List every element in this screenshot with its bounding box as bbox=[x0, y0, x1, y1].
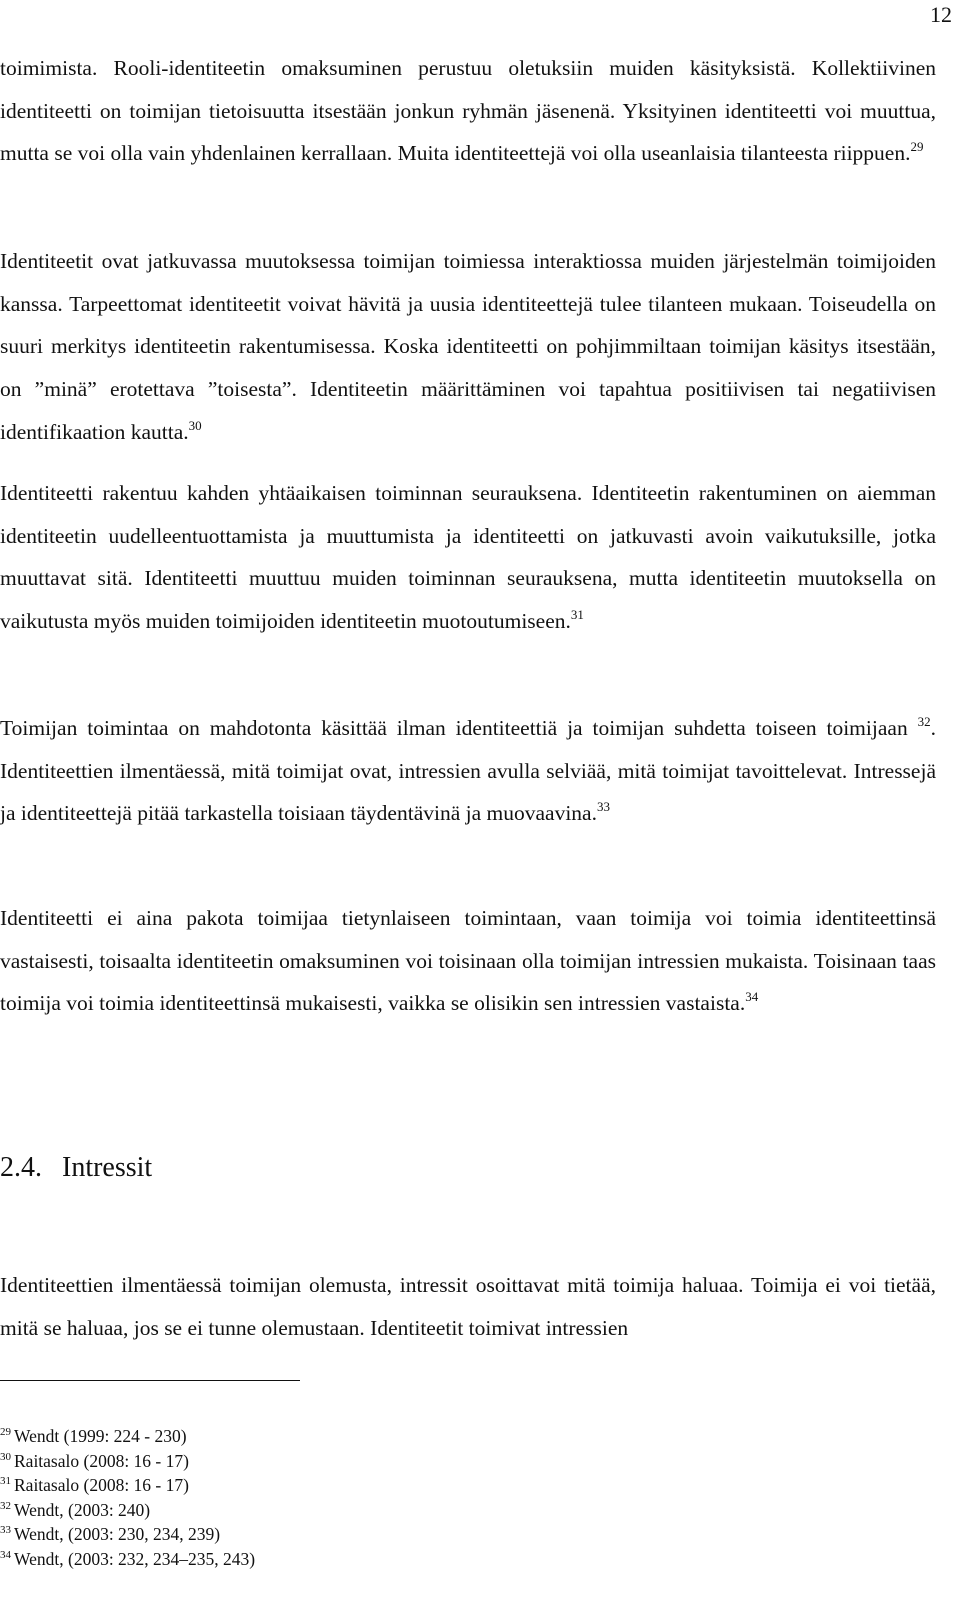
footnote-30 bbox=[0, 1449, 600, 1474]
paragraph-text: Identiteetti ei aina pakota toimijaa tietynlaiseen toimintaan, vaan toimija voi toimia identiteettinsä vastaisesti, toisaalta identiteetin omaksuminen voi toisinaan olla toimijan intressien mukaista. Toisinaan taas toimija voi toimia identiteettinsä mukaisesti, vaikka se olisikin sen intressien vastaista. bbox=[0, 906, 936, 1016]
paragraph-identity-construction bbox=[0, 472, 936, 643]
footnotes bbox=[0, 1424, 600, 1572]
footnote-number: 31 bbox=[0, 1475, 11, 1488]
footnote-number: 29 bbox=[0, 1426, 11, 1438]
paragraph-text: Toimijan toimintaa on mahdotonta käsittää ilman identiteettiä ja toimijan suhdetta toiseen toimijaan bbox=[0, 716, 918, 740]
footnote-ref-31[interactable]: 31 bbox=[570, 607, 584, 623]
footnote-ref-32[interactable]: 32 bbox=[917, 714, 931, 729]
footnote-33 bbox=[0, 1522, 600, 1547]
footnote-text: Raitasalo (2008: 16 - 17) bbox=[14, 1450, 189, 1471]
footnote-number: 33 bbox=[0, 1524, 11, 1537]
paragraph-text-cont: . Identiteettien ilmentäessä, mitä toimijat ovat, intressien avulla selviää, mitä toimijat tavoittelevat. Intressejä ja identiteettejä pitää tarkastella toisiaan täydentävinä ja muovaavina. bbox=[0, 716, 936, 826]
footnote-ref-29[interactable]: 29 bbox=[910, 139, 924, 155]
paragraph-text: Identiteetti rakentuu kahden yhtäaikaisen toiminnan seurauksena. Identiteetin rakentuminen on aiemman identiteetin uudelleentuottamista ja muuttumista ja identiteetti on jatkuvasti avoin vaikutuksille, jotka muuttavat sitä. Identiteetti muuttuu muiden toiminnan seurauksena, mutta identiteetin muutoksella on vaikutusta myös muiden toimijoiden identiteetin muotoutumiseen. bbox=[0, 481, 936, 634]
paragraph-text: toimimista. Rooli-identiteetin omaksuminen perustuu oletuksiin muiden käsityksistä. Kollektiivinen identiteetti on toimijan tietoisuutta itsestään jonkun ryhmän jäsenenä. Yksityinen identiteetti voi muuttua, mutta se voi olla vain yhdenlainen kerrallaan. Muita identiteettejä voi olla useanlaisia tilanteesta riippuen. bbox=[0, 56, 936, 166]
paragraph-actor-relations bbox=[0, 707, 936, 835]
footnote-ref-34[interactable]: 34 bbox=[745, 989, 759, 1005]
paragraph-text: Identiteetit ovat jatkuvassa muutoksessa toimijan toimiessa interaktiossa muiden järjestelmän toimijoiden kanssa. Tarpeettomat identiteetit voivat hävitä ja uusia identiteettejä tulee tilanteen mukaan. Toiseudella on suuri merkitys identiteetin rakentumisessa. Koska identiteetti on pohjimmiltaan toimijan käsitys itsestään, on ”minä” erotettava ”toisesta”. Identiteetin määrittäminen voi tapahtua positiivisen tai negatiivisen identifikaation kautta. bbox=[0, 249, 936, 444]
paragraph-identity-change bbox=[0, 240, 936, 454]
page-number: 12 bbox=[930, 2, 952, 27]
footnote-text: Wendt, (2003: 232, 234–235, 243) bbox=[14, 1548, 256, 1569]
footnote-separator bbox=[0, 1380, 300, 1381]
footnote-number: 30 bbox=[0, 1450, 11, 1463]
footnote-number: 34 bbox=[0, 1548, 11, 1561]
footnote-text: Wendt (1999: 224 - 230) bbox=[14, 1426, 187, 1446]
footnote-29 bbox=[0, 1424, 600, 1449]
paragraph-identity-types bbox=[0, 47, 936, 175]
footnote-text: Wendt, (2003: 230, 234, 239) bbox=[14, 1524, 221, 1545]
footnote-ref-30[interactable]: 30 bbox=[188, 417, 202, 433]
footnote-number: 32 bbox=[0, 1499, 11, 1512]
footnote-text: Wendt, (2003: 240) bbox=[14, 1499, 151, 1520]
footnote-ref-33[interactable]: 33 bbox=[596, 799, 610, 815]
footnote-34 bbox=[0, 1547, 600, 1572]
section-heading bbox=[0, 1152, 152, 1184]
footnote-31 bbox=[0, 1473, 600, 1498]
footnote-text: Raitasalo (2008: 16 - 17) bbox=[14, 1475, 189, 1496]
paragraph-interests-intro: Identiteettien ilmentäessä toimijan olemusta, intressit osoittavat mitä toimija haluaa. Toimija ei voi tietää, mitä se haluaa, jos se ei tunne olemustaan. Identiteetit toimivat intressien bbox=[0, 1273, 936, 1340]
footnote-32 bbox=[0, 1498, 600, 1523]
section-title: Intressit bbox=[62, 1152, 153, 1183]
section-number: 2.4. bbox=[0, 1152, 42, 1183]
paragraph-identity-vs-interest bbox=[0, 897, 936, 1025]
